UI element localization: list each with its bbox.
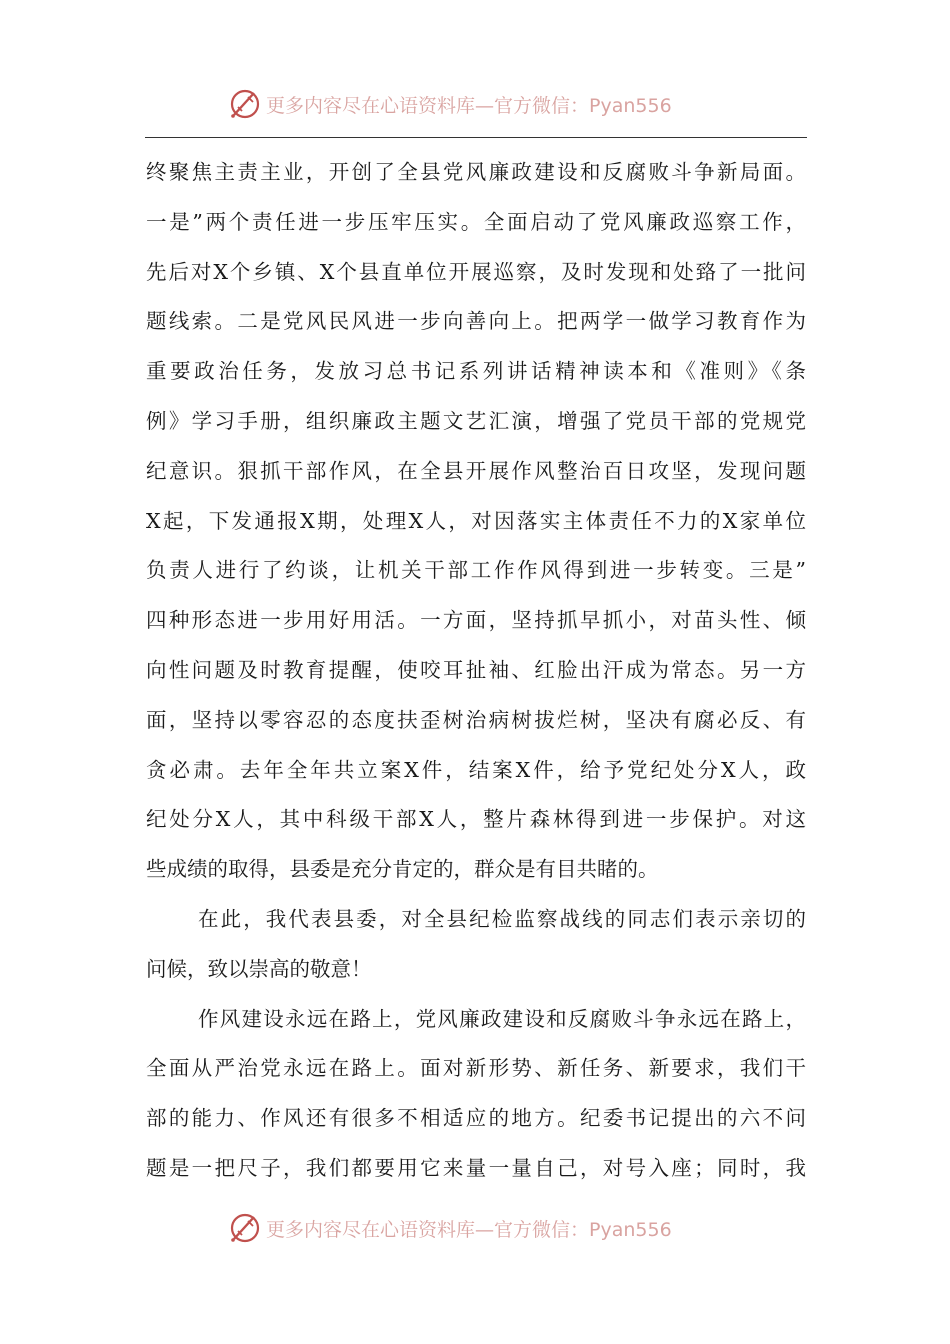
text-line: 问候，致以崇高的敬意！: [146, 956, 372, 981]
text-line: 向性问题及时教育提醒，使咬耳扯袖、红脸出汗成为常态。另一方: [146, 657, 806, 682]
header-divider: [145, 137, 807, 138]
footer-wechat-id: Pyan556: [589, 1218, 672, 1241]
text-line: 些成绩的取得，县委是充分肯定的，群众是有目共睹的。: [146, 857, 659, 882]
header-banner-text: 更多内容尽在心语资料库—官方微信：Pyan556: [266, 94, 672, 117]
text-line: 题是一把尺子，我们都要用它来量一量自己，对号入座；同时，我: [146, 1155, 806, 1180]
text-line: 负责人进行了约谈，让机关干部工作作风得到进一步转变。三是”: [146, 558, 806, 583]
header-wechat-id: Pyan556: [589, 94, 672, 117]
text-line: 在此，我代表县委，对全县纪检监察战线的同志们表示亲切的: [198, 906, 806, 931]
pen-circle-icon: [228, 1211, 262, 1245]
text-line: X起，下发通报X期，处理X人，对因落实主体责任不力的X家单位: [146, 508, 806, 533]
pen-circle-icon: [228, 87, 262, 121]
document-body: [146, 148, 806, 1194]
text-line: 例》学习手册，组织廉政主题文艺汇演，增强了党员干部的党规党: [146, 408, 806, 433]
text-line: 作风建设永远在路上，党风廉政建设和反腐败斗争永远在路上，: [198, 1006, 806, 1031]
text-line: 终聚焦主责主业，开创了全县党风廉政建设和反腐败斗争新局面。: [146, 160, 806, 184]
text-line: 部的能力、作风还有很多不相适应的地方。纪委书记提出的六不问: [146, 1106, 806, 1131]
text-line: 面，坚持以零容忍的态度扶歪树治病树拔烂树，坚决有腐必反、有: [146, 707, 806, 732]
text-line: 纪意识。狠抓干部作风，在全县开展作风整治百日攻坚，发现问题: [146, 458, 806, 483]
text-line: 题线索。二是党风民风进一步向善向上。把两学一做学习教育作为: [146, 309, 806, 334]
text-line: 四种形态进一步用好用活。一方面，坚持抓早抓小，对苗头性、倾: [146, 608, 806, 633]
footer-banner: [228, 1208, 748, 1248]
text-line: 重要政治任务，发放习总书记系列讲话精神读本和《准则》《条: [146, 359, 806, 384]
footer-banner-text: 更多内容尽在心语资料库—官方微信：Pyan556: [266, 1218, 672, 1241]
text-line: 一是”两个责任进一步压牢压实。全面启动了党风廉政巡察工作，: [146, 209, 806, 234]
text-line: 先后对X个乡镇、X个县直单位开展巡察，及时发现和处臵了一批问: [146, 259, 806, 284]
header-banner: [228, 84, 748, 124]
text-line: 纪处分X人，其中科级干部X人，整片森林得到进一步保护。对这: [146, 807, 806, 832]
text-line: 全面从严治党永远在路上。面对新形势、新任务、新要求，我们干: [146, 1056, 806, 1081]
text-line: 贪必肃。去年全年共立案X件，结案X件，给予党纪处分X人，政: [146, 757, 806, 782]
